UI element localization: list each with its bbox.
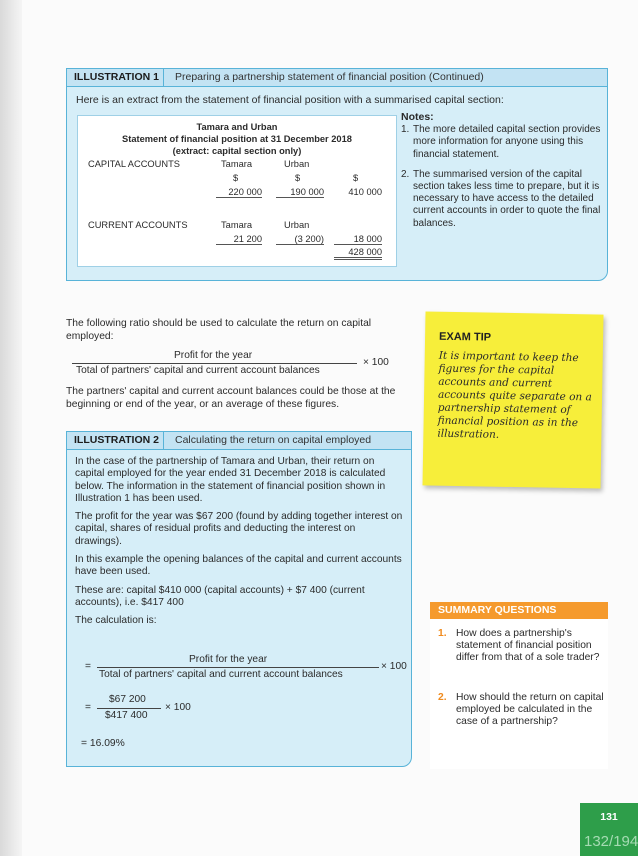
current-urban: (3 200)	[276, 234, 324, 245]
summary-heading: SUMMARY QUESTIONS	[430, 602, 608, 619]
question-text: How does a partnership's statement of financial position differ from that of a sole trader?	[456, 628, 600, 664]
formula-denominator: Total of partners' capital and current account balances	[76, 365, 320, 376]
illustration-2-box	[66, 431, 412, 767]
paragraph: In the case of the partnership of Tamara and Urban, their return on capital employed for the year ended 31 December 2018 is calculated below. The information in the statement of financial position shown in Illustration 1 has been used.	[75, 456, 386, 504]
note-text: The summarised version of the capital section takes less time to prepare, but it is necessary to have access to the detailed current accounts in order to quote the final balances.	[413, 168, 601, 229]
current-accounts-label: CURRENT ACCOUNTS	[88, 220, 188, 230]
page-number: 131	[600, 811, 618, 823]
paragraph: In this example the opening balances of the capital and current accounts have been used.	[75, 554, 402, 578]
statement-subtitle: Statement of financial position at 31 December 2018	[122, 134, 352, 144]
calculation-label: The calculation is:	[75, 615, 157, 627]
fraction-bar	[97, 708, 161, 709]
currency-urban: $	[295, 173, 301, 183]
formula-multiplier: × 100	[363, 357, 389, 368]
note-item	[401, 169, 601, 230]
calculation-formula	[85, 654, 405, 684]
question-number: 2.	[438, 692, 447, 703]
notes	[401, 111, 601, 238]
balances-text: The partners' capital and current account balances could be those at the beginning or end of the year, or an average of these figures.	[66, 386, 396, 410]
equals-sign: =	[85, 661, 91, 672]
exam-tip-heading: EXAM TIP	[438, 330, 492, 344]
col-tamara-2: Tamara	[221, 220, 252, 230]
grand-total: 428 000	[334, 247, 382, 260]
illustration-2-number: ILLUSTRATION 2	[67, 432, 164, 449]
illustration-1-header	[67, 69, 607, 87]
currency-total: $	[353, 173, 359, 183]
page-number-tab	[580, 803, 638, 856]
exam-tip-text: It is important to keep the figures for the capital accounts and current accounts quite separate on a partnership statement of financial position as in the illustration.	[437, 349, 592, 441]
capital-urban: 190 000	[276, 187, 324, 198]
value-denominator: $417 400	[105, 710, 148, 721]
summary-question	[438, 692, 604, 729]
calc-multiplier: × 100	[381, 661, 407, 672]
capital-statement-extract	[77, 115, 397, 267]
illustration-1-title: Preparing a partnership statement of financial position (Continued)	[175, 71, 484, 83]
summary-questions-panel	[430, 602, 608, 769]
capital-tamara: 220 000	[216, 187, 262, 198]
note-number: 1.	[401, 124, 410, 136]
paragraph: The profit for the year was $67 200 (found by adding together interest on capital, shares of residual profits and deducting the interest on drawings).	[75, 511, 403, 547]
page-edge-shadow	[0, 0, 22, 856]
question-number: 1.	[438, 628, 447, 639]
ratio-intro: The following ratio should be used to calculate the return on capital employed:	[66, 318, 372, 342]
fraction-bar	[72, 363, 357, 364]
value-multiplier: × 100	[165, 702, 191, 713]
illustration-1-box	[66, 68, 608, 281]
note-item	[401, 124, 601, 161]
capital-accounts-label: CAPITAL ACCOUNTS	[88, 159, 180, 169]
illustration-1-intro: Here is an extract from the statement of financial position with a summarised capital section:	[76, 94, 504, 106]
roce-formula	[70, 350, 390, 378]
summary-question	[438, 628, 604, 665]
currency-tamara: $	[233, 173, 239, 183]
calculation-values	[85, 694, 245, 724]
statement-extract-note: (extract: capital section only)	[172, 146, 302, 156]
calc-denominator: Total of partners' capital and current account balances	[99, 669, 343, 680]
calc-numerator: Profit for the year	[189, 654, 268, 665]
statement-title: Tamara and Urban	[196, 122, 278, 132]
col-urban-2: Urban	[284, 220, 310, 230]
col-tamara: Tamara	[221, 159, 252, 169]
page-counter: 132/194	[584, 833, 638, 850]
illustration-1-number: ILLUSTRATION 1	[67, 69, 164, 86]
note-number: 2.	[401, 168, 410, 180]
current-total: 18 000	[334, 234, 382, 245]
notes-heading: Notes:	[401, 111, 434, 123]
value-numerator: $67 200	[109, 694, 146, 705]
fraction-bar	[97, 667, 379, 668]
equals-sign: =	[85, 702, 91, 713]
current-tamara: 21 200	[216, 234, 262, 245]
paragraph: These are: capital $410 000 (capital accounts) + $7 400 (current accounts), i.e. $417 400	[75, 584, 365, 608]
illustration-2-body	[75, 456, 403, 634]
calculation-result: = 16.09%	[81, 738, 125, 749]
exam-tip-note	[422, 311, 603, 488]
illustration-2-title: Calculating the return on capital employed	[175, 434, 372, 446]
question-text: How should the return on capital employed be calculated in the case of a partnership?	[456, 692, 604, 728]
note-text: The more detailed capital section provides more information for anyone using this financial statement.	[413, 124, 601, 160]
formula-numerator: Profit for the year	[174, 350, 253, 361]
capital-total: 410 000	[348, 187, 382, 197]
illustration-2-header	[67, 432, 411, 450]
col-urban: Urban	[284, 159, 310, 169]
